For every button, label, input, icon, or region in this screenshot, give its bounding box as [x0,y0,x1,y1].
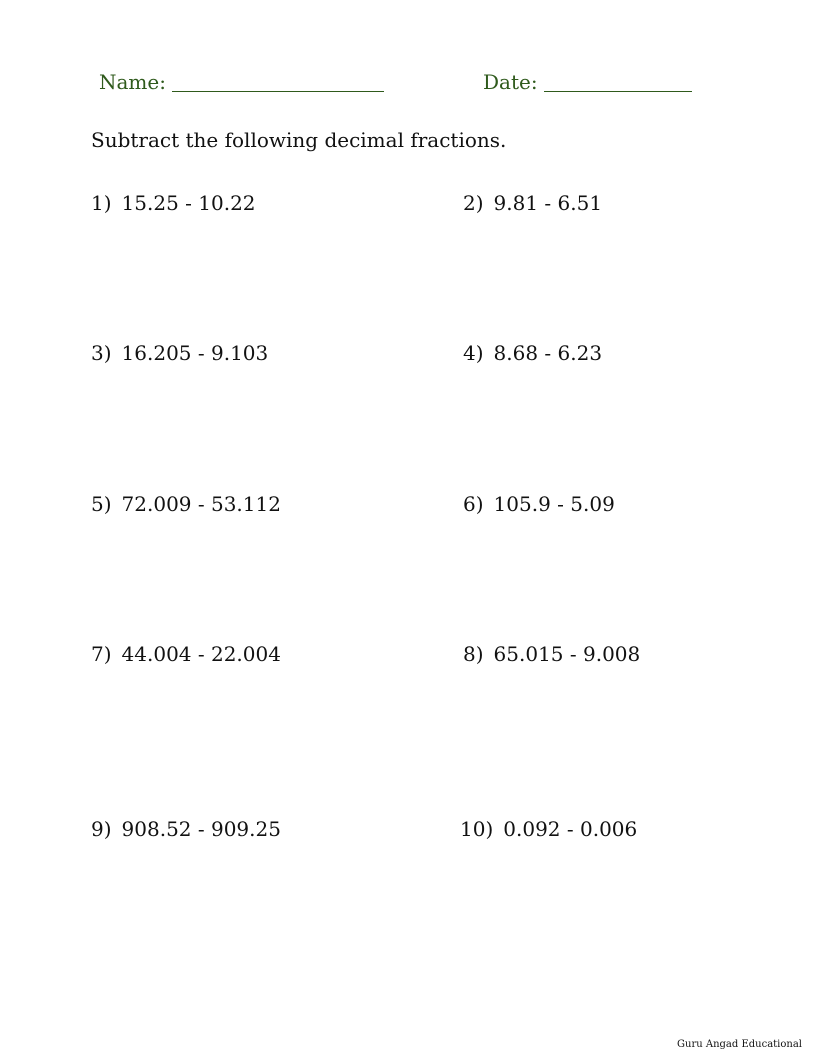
problem-expression: 15.25 - 10.22 [121,191,256,215]
date-blank-line [544,73,692,92]
problem-4 [463,341,602,365]
problem-number: 7) [91,642,112,666]
problem-5 [91,492,281,516]
problem-number: 8) [463,642,484,666]
problem-expression: 9.81 - 6.51 [493,191,603,215]
problem-expression: 44.004 - 22.004 [121,642,281,666]
problem-expression: 0.092 - 0.006 [503,817,638,841]
problem-expression: 105.9 - 5.09 [493,492,615,516]
problem-expression: 16.205 - 9.103 [121,341,269,365]
name-label: Name: [99,70,166,94]
instructions-text: Subtract the following decimal fractions. [91,128,507,152]
name-blank-line [172,73,384,92]
problem-8 [463,642,640,666]
problem-expression: 72.009 - 53.112 [121,492,281,516]
problem-3 [91,341,268,365]
problem-number: 9) [91,817,112,841]
problem-1 [91,191,256,215]
problem-number: 4) [463,341,484,365]
problem-number: 2) [463,191,484,215]
problem-expression: 8.68 - 6.23 [493,341,603,365]
problem-9 [91,817,281,841]
problem-number: 3) [91,341,112,365]
name-field [99,70,384,94]
problem-number: 1) [91,191,112,215]
problem-10 [460,817,637,841]
date-label: Date: [483,70,538,94]
problem-number: 6) [463,492,484,516]
footer-credit: Guru Angad Educational [677,1039,802,1050]
problem-expression: 908.52 - 909.25 [121,817,281,841]
problem-expression: 65.015 - 9.008 [493,642,641,666]
problem-7 [91,642,281,666]
problem-6 [463,492,615,516]
problem-number: 10) [460,817,494,841]
problem-number: 5) [91,492,112,516]
date-field [483,70,692,94]
problem-2 [463,191,602,215]
